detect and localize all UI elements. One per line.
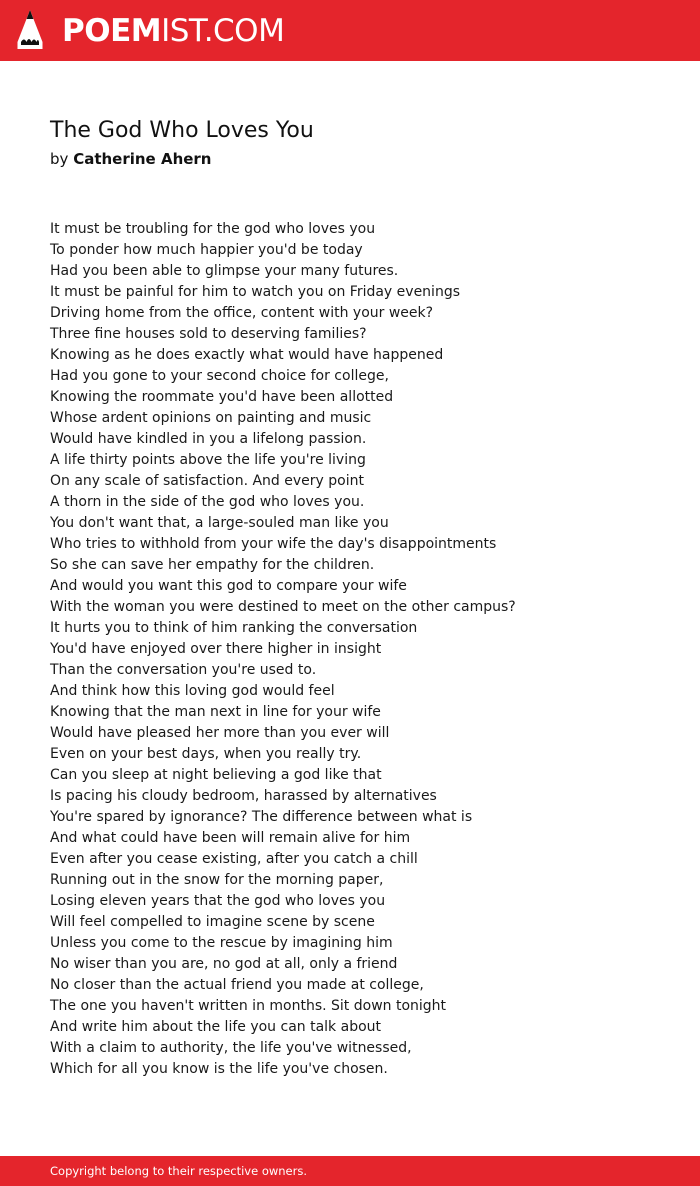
copyright-notice: Copyright belong to their respective owners. [50,1164,308,1178]
poem-author: Catherine Ahern [73,150,212,168]
logo-bold-text: POEM [62,13,162,49]
pencil-tip-logo-icon [17,9,43,51]
poem-line: Knowing as he does exactly what would have happened [50,347,444,363]
poem-line: To ponder how much happier you'd be today [50,242,363,258]
poem-line: Unless you come to the rescue by imagining him [50,935,393,951]
poem-line: A thorn in the side of the god who loves you. [50,494,365,510]
poem-line: It must be troubling for the god who loves you [50,221,376,237]
poem-line: With a claim to authority, the life you've witnessed, [50,1040,412,1056]
poem-line: Would have kindled in you a lifelong passion. [50,431,367,447]
poem-line: So she can save her empathy for the children. [50,557,375,573]
poem-line: Driving home from the office, content with your week? [50,305,434,321]
poem-line: It hurts you to think of him ranking the conversation [50,620,418,636]
poem-line: And what could have been will remain alive for him [50,830,411,846]
poem-line: Had you been able to glimpse your many futures. [50,263,399,279]
top-banner [0,0,700,61]
poem-line: It must be painful for him to watch you on Friday evenings [50,284,460,300]
poem-line: Would have pleased her more than you ever will [50,725,390,741]
poem-line: You'd have enjoyed over there higher in insight [50,641,382,657]
poem-line: Will feel compelled to imagine scene by scene [50,914,375,930]
footer-bar [0,1156,700,1186]
poem-line: And would you want this god to compare your wife [50,578,407,594]
poem-line: And write him about the life you can talk about [50,1019,382,1035]
poem-body [50,219,670,1080]
poem-line: Which for all you know is the life you've chosen. [50,1061,388,1077]
poem-line: Losing eleven years that the god who loves you [50,893,386,909]
poem-line: Even on your best days, when you really try. [50,746,362,762]
poem-title: The God Who Loves You [50,118,314,143]
poem-line: Whose ardent opinions on painting and music [50,410,372,426]
poem-line: Three fine houses sold to deserving families? [50,326,367,342]
byline-prefix: by [50,150,69,168]
poem-line: Can you sleep at night believing a god like that [50,767,382,783]
logo-light-text: IST.COM [161,13,285,49]
poem-line: No wiser than you are, no god at all, only a friend [50,956,398,972]
poem-line: You don't want that, a large-souled man like you [50,515,389,531]
poem-line: On any scale of satisfaction. And every point [50,473,364,489]
poem-line: Even after you cease existing, after you catch a chill [50,851,418,867]
poem-line: Who tries to withhold from your wife the day's disappointments [50,536,497,552]
poem-line: Than the conversation you're used to. [50,662,317,678]
byline [50,149,212,169]
poem-line: You're spared by ignorance? The difference between what is [50,809,473,825]
poem-line: Knowing that the man next in line for your wife [50,704,381,720]
poem-line: Had you gone to your second choice for college, [50,368,389,384]
poem-line: A life thirty points above the life you're living [50,452,366,468]
poem-line: Is pacing his cloudy bedroom, harassed by alternatives [50,788,437,804]
poem-line: The one you haven't written in months. Sit down tonight [50,998,447,1014]
poem-line: Running out in the snow for the morning paper, [50,872,384,888]
poem-line: With the woman you were destined to meet on the other campus? [50,599,516,615]
site-logo[interactable] [62,11,284,51]
poem-line: And think how this loving god would feel [50,683,335,699]
poem-line: Knowing the roommate you'd have been allotted [50,389,394,405]
poem-line: No closer than the actual friend you made at college, [50,977,424,993]
